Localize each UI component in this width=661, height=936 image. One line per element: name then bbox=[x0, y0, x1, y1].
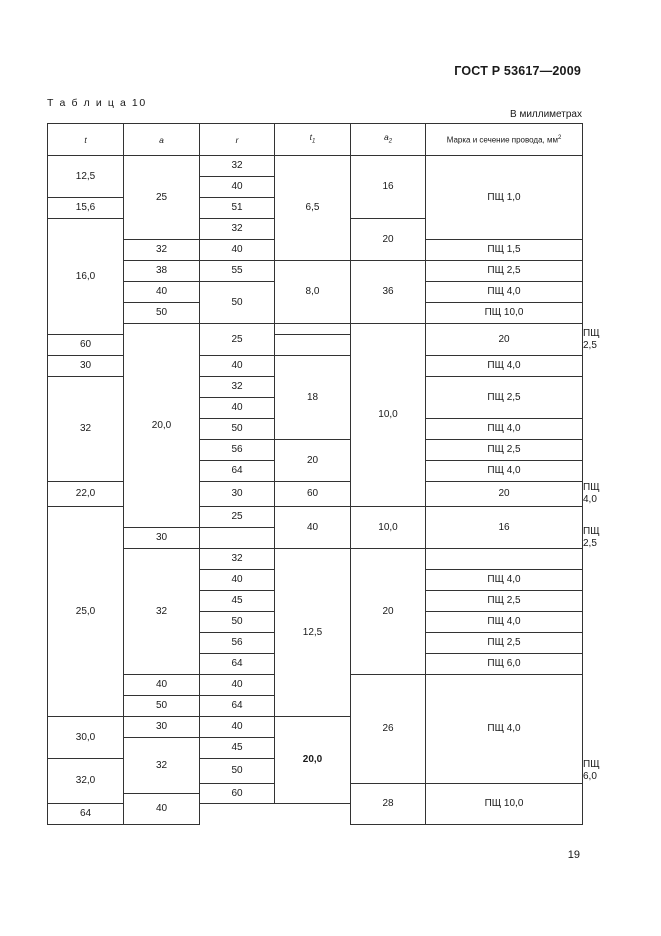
cell-a2: 16 bbox=[351, 156, 426, 219]
cell-mark: ПЩ 1,5 bbox=[426, 240, 583, 261]
table-header-row bbox=[48, 124, 583, 156]
col-header-mark bbox=[426, 124, 583, 156]
cell-r: 64 bbox=[200, 696, 275, 717]
cell-mark: ПЩ 10,0 bbox=[426, 784, 583, 825]
cell-a: 30 bbox=[124, 717, 200, 738]
cell-a2: 20 bbox=[426, 324, 583, 356]
cell-r: 45 bbox=[200, 738, 275, 759]
units-note: В миллиметрах bbox=[510, 109, 582, 120]
cell-a2: 36 bbox=[351, 261, 426, 324]
cell-a2: 20 bbox=[351, 549, 426, 675]
cell-r: 32 bbox=[200, 377, 275, 398]
col-header-a2 bbox=[351, 124, 426, 156]
cell-a2: 20 bbox=[426, 482, 583, 507]
cell-mark: ПЩ 2,5 bbox=[426, 633, 583, 654]
cell-r: 60 bbox=[275, 482, 351, 507]
cell-a2: 20 bbox=[351, 219, 426, 261]
cell-a: 40 bbox=[124, 794, 200, 825]
cell-t1: 20,0 bbox=[275, 717, 351, 804]
cell-r: 40 bbox=[200, 570, 275, 591]
cell-a: 40 bbox=[124, 675, 200, 696]
cell-a: 38 bbox=[124, 261, 200, 282]
cell-t: 32,0 bbox=[48, 759, 124, 804]
cell-mark: ПЩ 4,0 bbox=[426, 570, 583, 591]
cell-a: 25 bbox=[200, 507, 275, 528]
cell-mark: ПЩ 6,0 bbox=[426, 654, 583, 675]
cell-r: 64 bbox=[48, 804, 124, 825]
cell-a: 32 bbox=[124, 549, 200, 675]
cell-r: 56 bbox=[200, 633, 275, 654]
cell-r: 32 bbox=[200, 156, 275, 177]
cell-a: 30 bbox=[200, 482, 275, 507]
col-header-t1-sub: 1 bbox=[312, 138, 316, 145]
cell-mark: ПЩ 2,5 bbox=[426, 377, 583, 419]
cell-a: 25 bbox=[124, 156, 200, 240]
cell-r: 40 bbox=[275, 507, 351, 549]
cell-r: 64 bbox=[200, 461, 275, 482]
cell-t1: 6,5 bbox=[275, 156, 351, 261]
table-row: 22,0 30 60 20 ПЩ 4,0 bbox=[48, 482, 583, 507]
cell-r: 55 bbox=[200, 261, 275, 282]
col-header-t: t bbox=[48, 124, 124, 156]
table-row: 32,0 50 ПЩ 6,0 bbox=[48, 759, 583, 784]
cell-a: 50 bbox=[124, 303, 200, 324]
cell-t: 30,0 bbox=[48, 717, 124, 759]
cell-t: 25,0 bbox=[48, 507, 124, 717]
cell-t: 16,0 bbox=[48, 219, 124, 335]
cell-t1-b-value: 10,0 bbox=[378, 521, 398, 533]
cell-a2: 18 bbox=[275, 356, 351, 440]
cell-r: 32 bbox=[200, 549, 275, 570]
cell-r: 50 bbox=[200, 612, 275, 633]
col-header-a2-main: a bbox=[383, 132, 389, 143]
cell-t: 15,6 bbox=[48, 198, 124, 219]
cell-r: 40 bbox=[200, 398, 275, 419]
cell-r: 56 bbox=[200, 440, 275, 461]
cell-r: 51 bbox=[200, 198, 275, 219]
cell-r: 40 bbox=[200, 177, 275, 198]
cell-a: 40 bbox=[124, 282, 200, 303]
cell-mark: ПЩ 2,5 bbox=[426, 261, 583, 282]
cell-mark: ПЩ 4,0 bbox=[426, 282, 583, 303]
cell-t1: 12,5 bbox=[275, 549, 351, 717]
table-label: Т а б л и ц а 10 bbox=[47, 97, 147, 109]
cell-mark: ПЩ 10,0 bbox=[426, 303, 583, 324]
col-header-a: a bbox=[124, 124, 200, 156]
cell-r: 50 bbox=[200, 759, 275, 784]
cell-mark: ПЩ 1,0 bbox=[426, 156, 583, 240]
cell-t: 22,0 bbox=[48, 482, 124, 507]
table-row: 20,0 25 10,0 20 ПЩ 2,5 bbox=[48, 324, 583, 335]
page-number: 19 bbox=[567, 849, 580, 861]
cell-a: 50 bbox=[124, 696, 200, 717]
table-row: 25,0 25 40 10,0 16 ПЩ 2,5 bbox=[48, 507, 583, 528]
cell-t: 20,0 bbox=[124, 324, 200, 528]
dimensions-table bbox=[47, 123, 600, 825]
cell-a: 32 bbox=[124, 738, 200, 794]
cell-mark: ПЩ 2,5 bbox=[426, 591, 583, 612]
table-row bbox=[48, 261, 583, 282]
cell-r: 50 bbox=[200, 282, 275, 324]
col-header-t1 bbox=[275, 124, 351, 156]
cell-mark: ПЩ 4,0 bbox=[426, 675, 583, 784]
col-header-t1-main: t bbox=[309, 132, 313, 143]
cell-a: 30 bbox=[124, 528, 200, 549]
cell-mark: ПЩ 4,0 bbox=[426, 419, 583, 440]
cell-r: 40 bbox=[200, 675, 275, 696]
col-header-r: r bbox=[200, 124, 275, 156]
cell-r: 45 bbox=[200, 591, 275, 612]
cell-mark: ПЩ 4,0 bbox=[426, 461, 583, 482]
cell-r: 40 bbox=[200, 240, 275, 261]
cell-r: 50 bbox=[200, 419, 275, 440]
col-header-mark-sup: 2 bbox=[557, 135, 562, 142]
cell-a2: 20 bbox=[275, 440, 351, 482]
cell-a2: 28 bbox=[351, 784, 426, 825]
cell-a2: 16 bbox=[426, 507, 583, 549]
cell-r: 60 bbox=[48, 335, 124, 356]
cell-r: 60 bbox=[200, 784, 275, 804]
col-header-a2-sub: 2 bbox=[388, 138, 393, 145]
cell-t1-b bbox=[351, 507, 426, 549]
cell-r: 64 bbox=[200, 654, 275, 675]
table-row bbox=[48, 156, 583, 177]
table-row bbox=[48, 549, 583, 570]
cell-a: 25 bbox=[200, 324, 275, 356]
cell-a: 32 bbox=[48, 377, 124, 482]
col-header-mark-main: Марка и сечение провода, мм bbox=[446, 135, 558, 145]
cell-a: 32 bbox=[124, 240, 200, 261]
cell-r: 40 bbox=[200, 717, 275, 738]
cell-r: 32 bbox=[200, 219, 275, 240]
document-header: ГОСТ Р 53617—2009 bbox=[454, 64, 581, 78]
cell-t1: 8,0 bbox=[275, 261, 351, 324]
cell-r-spacer bbox=[275, 324, 351, 335]
cell-mark: ПЩ 2,5 bbox=[426, 440, 583, 461]
cell-a: 30 bbox=[48, 356, 124, 377]
cell-t: 12,5 bbox=[48, 156, 124, 198]
cell-mark: ПЩ 4,0 bbox=[426, 356, 583, 377]
cell-a2: 26 bbox=[351, 675, 426, 784]
cell-t1: 10,0 bbox=[351, 324, 426, 507]
cell-r: 40 bbox=[200, 356, 275, 377]
cell-mark: ПЩ 4,0 bbox=[426, 612, 583, 633]
